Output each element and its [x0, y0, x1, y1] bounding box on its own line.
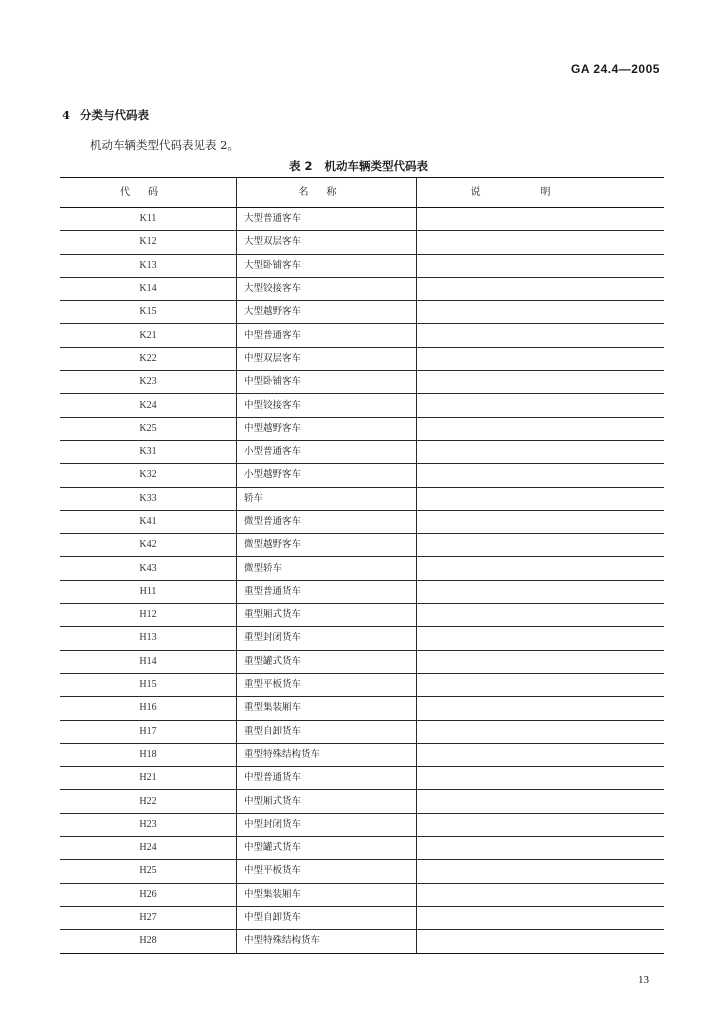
table-row [60, 627, 664, 650]
table-row [60, 440, 664, 463]
cell-note [417, 837, 665, 860]
table-row [60, 604, 664, 627]
cell-name: 中型封闭货车 [237, 813, 417, 836]
cell-name: 中型普通货车 [237, 767, 417, 790]
cell-code: H22 [60, 790, 237, 813]
cell-code: H26 [60, 883, 237, 906]
table-row [60, 930, 664, 953]
cell-note [417, 883, 665, 906]
cell-code: K41 [60, 510, 237, 533]
table-row [60, 557, 664, 580]
cell-code: H17 [60, 720, 237, 743]
cell-note [417, 301, 665, 324]
table-row [60, 347, 664, 370]
cell-note [417, 906, 665, 929]
cell-code: K24 [60, 394, 237, 417]
table-row [60, 790, 664, 813]
standard-number: GA 24.4—2005 [571, 62, 660, 76]
cell-name: 中型铰接客车 [237, 394, 417, 417]
table-row [60, 254, 664, 277]
intro-paragraph: 机动车辆类型代码表见表 2。 [90, 138, 239, 152]
cell-code: K13 [60, 254, 237, 277]
cell-code: K31 [60, 440, 237, 463]
section-heading [62, 107, 149, 123]
table-header-row [60, 178, 664, 208]
column-header-note: 说明 [417, 178, 665, 208]
table-row [60, 813, 664, 836]
cell-name: 大型普通客车 [237, 208, 417, 231]
cell-note [417, 673, 665, 696]
cell-name: 重型罐式货车 [237, 650, 417, 673]
table-row [60, 487, 664, 510]
cell-code: K23 [60, 371, 237, 394]
cell-note [417, 231, 665, 254]
table-row [60, 673, 664, 696]
table-row [60, 371, 664, 394]
cell-code: H16 [60, 697, 237, 720]
cell-name: 重型封闭货车 [237, 627, 417, 650]
cell-name: 重型集装厢车 [237, 697, 417, 720]
cell-code: H21 [60, 767, 237, 790]
cell-code: K25 [60, 417, 237, 440]
cell-name: 中型双层客车 [237, 347, 417, 370]
cell-note [417, 510, 665, 533]
cell-note [417, 487, 665, 510]
cell-name: 大型铰接客车 [237, 277, 417, 300]
cell-code: K21 [60, 324, 237, 347]
column-header-name: 名称 [237, 178, 417, 208]
column-header-code: 代码 [60, 178, 237, 208]
cell-name: 中型普通客车 [237, 324, 417, 347]
cell-note [417, 604, 665, 627]
cell-code: K22 [60, 347, 237, 370]
cell-note [417, 790, 665, 813]
cell-name: 小型普通客车 [237, 440, 417, 463]
cell-name: 重型平板货车 [237, 673, 417, 696]
section-title: 分类与代码表 [80, 108, 150, 122]
cell-note [417, 324, 665, 347]
cell-name: 大型卧铺客车 [237, 254, 417, 277]
cell-code: K43 [60, 557, 237, 580]
cell-note [417, 697, 665, 720]
cell-name: 微型越野客车 [237, 534, 417, 557]
cell-name: 重型厢式货车 [237, 604, 417, 627]
table-row [60, 464, 664, 487]
cell-name: 中型集装厢车 [237, 883, 417, 906]
table-row [60, 906, 664, 929]
cell-code: H11 [60, 580, 237, 603]
cell-name: 重型自卸货车 [237, 720, 417, 743]
table-row [60, 417, 664, 440]
cell-code: H18 [60, 743, 237, 766]
table-row [60, 743, 664, 766]
cell-name: 中型罐式货车 [237, 837, 417, 860]
cell-code: H12 [60, 604, 237, 627]
cell-note [417, 580, 665, 603]
cell-note [417, 277, 665, 300]
table-row [60, 767, 664, 790]
cell-code: K15 [60, 301, 237, 324]
cell-name: 大型双层客车 [237, 231, 417, 254]
cell-name: 中型越野客车 [237, 417, 417, 440]
cell-code: K12 [60, 231, 237, 254]
section-number: 4 [62, 108, 71, 122]
table-row [60, 231, 664, 254]
table-row [60, 837, 664, 860]
table-caption-label: 表 2 [288, 159, 313, 173]
cell-name: 大型越野客车 [237, 301, 417, 324]
table-row [60, 860, 664, 883]
cell-note [417, 720, 665, 743]
cell-code: H25 [60, 860, 237, 883]
page-number: 13 [638, 974, 649, 986]
table-row [60, 580, 664, 603]
table-row [60, 324, 664, 347]
cell-code: H28 [60, 930, 237, 953]
table-caption [0, 158, 717, 174]
cell-note [417, 557, 665, 580]
table-caption-title: 机动车辆类型代码表 [324, 159, 428, 173]
cell-note [417, 417, 665, 440]
cell-note [417, 650, 665, 673]
table-row [60, 277, 664, 300]
cell-note [417, 254, 665, 277]
cell-name: 重型特殊结构货车 [237, 743, 417, 766]
cell-name: 微型普通客车 [237, 510, 417, 533]
table-row [60, 208, 664, 231]
cell-name: 中型厢式货车 [237, 790, 417, 813]
cell-name: 小型越野客车 [237, 464, 417, 487]
cell-name: 中型平板货车 [237, 860, 417, 883]
cell-note [417, 930, 665, 953]
cell-code: H23 [60, 813, 237, 836]
cell-code: K33 [60, 487, 237, 510]
cell-note [417, 394, 665, 417]
cell-code: K32 [60, 464, 237, 487]
cell-note [417, 813, 665, 836]
cell-name: 轿车 [237, 487, 417, 510]
cell-name: 中型自卸货车 [237, 906, 417, 929]
table-row [60, 883, 664, 906]
table-row [60, 301, 664, 324]
cell-name: 重型普通货车 [237, 580, 417, 603]
cell-code: H24 [60, 837, 237, 860]
table-row [60, 510, 664, 533]
cell-note [417, 347, 665, 370]
vehicle-type-code-table [60, 177, 664, 954]
cell-note [417, 627, 665, 650]
table-row [60, 650, 664, 673]
table-body [60, 208, 664, 954]
cell-name: 中型卧铺客车 [237, 371, 417, 394]
table-row [60, 394, 664, 417]
cell-code: K14 [60, 277, 237, 300]
cell-note [417, 208, 665, 231]
cell-code: H14 [60, 650, 237, 673]
cell-code: K11 [60, 208, 237, 231]
cell-note [417, 440, 665, 463]
cell-code: H13 [60, 627, 237, 650]
cell-code: H15 [60, 673, 237, 696]
cell-note [417, 464, 665, 487]
cell-note [417, 371, 665, 394]
cell-code: H27 [60, 906, 237, 929]
cell-note [417, 860, 665, 883]
cell-note [417, 767, 665, 790]
table-row [60, 534, 664, 557]
cell-note [417, 534, 665, 557]
table-row [60, 720, 664, 743]
cell-code: K42 [60, 534, 237, 557]
cell-note [417, 743, 665, 766]
table-row [60, 697, 664, 720]
cell-name: 微型轿车 [237, 557, 417, 580]
cell-name: 中型特殊结构货车 [237, 930, 417, 953]
